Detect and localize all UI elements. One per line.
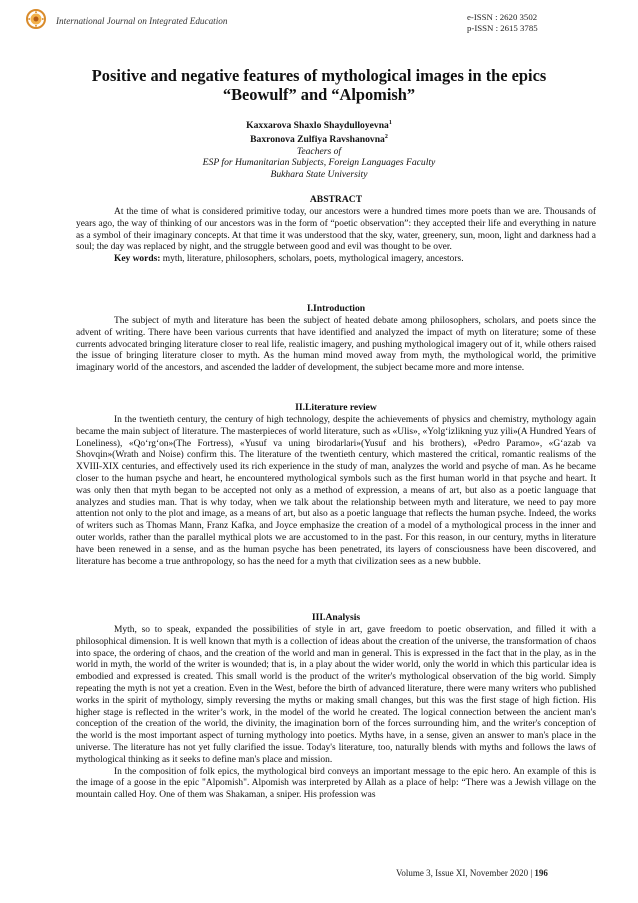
pissn: p-ISSN : 2615 3785 <box>467 23 538 33</box>
introduction-section <box>76 316 596 375</box>
volume-info: Volume 3, Issue XI, November 2020 | <box>396 868 535 878</box>
literature-review-heading: II.Literature review <box>295 402 377 413</box>
keywords-label: Key words: <box>114 254 161 265</box>
author-university: Bukhara State University <box>270 168 368 180</box>
analysis-paragraph-2: In the composition of folk epics, the mythological bird conveys an important message to the epic hero. An example of this is the image of a goose in the epic "Alpomish". Alpomish was interpreted by Allah as a place of help: “There was a Jewish village on the mountain called Hoy. One of them was Shakaman, a sniper. His profession was <box>76 766 596 801</box>
abstract-section <box>76 207 596 266</box>
analysis-heading: III.Analysis <box>311 612 361 623</box>
author-faculty: ESP for Humanitarian Subjects, Foreign Languages Faculty <box>202 157 436 169</box>
journal-name: International Journal on Integrated Education <box>56 16 228 26</box>
literature-review-text: In the twentieth century, the century of high technology, despite the achievements of physics and chemistry, mythology again became the main subject of literature. The masterpieces of world literature, such as «Ulis», «Yolg‘izlikning yuz yili»(A Hundred Years of Loneliness), «Qo‘rg‘on»(The Fortress), «Yusuf va uning birodarlari»(Yusuf and his brothers), «Pedro Paramo», «G‘azab va Shovqin»(Wrath and Noise) confirm this. The literature of the twentieth century, which mastered the critical, romantic realisms of the XVIII-XIX centuries, and effectively used its rich experience in the study of man, analyzes the world and psyche of man. As he became closer to the human psyche and heart, he encountered mythological symbols such as the first human world in that psyche and heart. It was only then that myth began to be accepted not only as a method of expression, a means of art, but also as a poetic language that analyzes and studies man. That is why today, when we talk about the relationship between myth and literature, we need to pay more attention not only to the plot and image, as a means of art, but also as a poetic language that reflects the human psyche. Indeed, the works of writers such as Thomas Mann, Franz Kafka, and Joyce emphasize the creation of a model of a mythological process in the inner and outer worlds, rather than the parallel mythical plots we are accustomed to in the past. For this reason, in our century, myths in literature have been renewed in a sense, and as the human psyche has been penetrated, its layers of consciousness have been discovered, and literature has become a true anthropology, so has the need for a myth that civilization sees as a new bubble. <box>76 415 596 567</box>
author-1: Kaxxarova Shaxlo Shaydulloyevna$^1$ <box>246 120 392 132</box>
analysis-section <box>76 625 596 802</box>
introduction-text: The subject of myth and literature has been the subject of heated debate among philosophers, scholars, and poets since the advent of writing. There have been various currents that have identified and analyzed the impact of myth on literature; some of these currents advocated bringing literature closer to real life, realistic imagery, and pushing mythological imagery out of it, while others raised the issue of bringing literature closer to myth. As the human mind moved away from myth, the mythological world, the primitive imaginary world of the ancestors, and ascended the ladder of development, the subject became more and more intense. <box>76 316 596 374</box>
author-role: Teachers of <box>296 145 342 157</box>
journal-logo-icon <box>26 9 46 29</box>
author-2: Baxronova Zulfiya Ravshanovna$^2$ <box>250 133 388 145</box>
page-number: 196 <box>534 868 548 878</box>
title-line-1: Positive and negative features of mythological images in the epics <box>91 66 547 85</box>
page-header <box>0 0 638 52</box>
paper-title <box>60 66 578 104</box>
page-footer <box>396 868 548 878</box>
literature-review-section <box>76 415 596 568</box>
analysis-paragraph-1: Myth, so to speak, expanded the possibilities of style in art, gave freedom to poetic observation, and filled it with a philosophical dimension. It is well known that myth is a collection of ideas about the creation of the universe, the transformation of chaos into space, the ordering of chaos, and the creation of the world and man in general. This is expressed in the fact that in the play, as in the world in myth, the world of the writer is wounded; that is, in a play about the wider world, only the world in which this particular idea is embodied and expressed is created. This small world is the product of the writer's mythological observation of the big world. Simply repeating the myth is not yet a creation. Even in the West, before the birth of advanced literature, there were many writers who published works in the spirit of mythology, simply reversing the myths or making small changes, but this was the first stage of high fiction. His higher stage is reflected in the writer’s work, in the model of the world he created. The logical connection between the ancient man's conception of the creation of the world, the divinity, the imagination born of the forces surrounding him, and the writer's conception of the world is the most important aspect of turning mythology into poetics. Myths have, in a sense, given an answer to man's place in the universe. The literature has not yet fully clarified the issue. Today's literature, too, naturally blends with myths and follows the laws of mythological thinking as it seeks to define man's place and mission. <box>76 625 596 765</box>
eissn: e-ISSN : 2620 3502 <box>467 12 538 22</box>
introduction-heading: I.Introduction <box>306 303 366 314</box>
author-block <box>60 118 578 180</box>
keywords-line <box>76 254 596 266</box>
keywords-text: myth, literature, philosophers, scholars, poets, mythological imagery, ancestors. <box>160 254 464 265</box>
abstract-heading: ABSTRACT <box>309 194 363 205</box>
abstract-text: At the time of what is considered primitive today, our ancestors were a hundred times more poets than we are. Thousands of years ago, the way of thinking of our ancestors was in the form of “poetic observation”: they accepted their life and everything in nature as a symbol of their imaginary concepts. At that time it was understood that the sky, water, greenery, sun, moon, light and darkness had a soul; the day was replaced by night, and the struggle between good and evil was thought to be over. <box>76 207 596 253</box>
issn-block <box>467 12 538 34</box>
title-line-2: “Beowulf” and “Alpomish” <box>222 85 416 104</box>
